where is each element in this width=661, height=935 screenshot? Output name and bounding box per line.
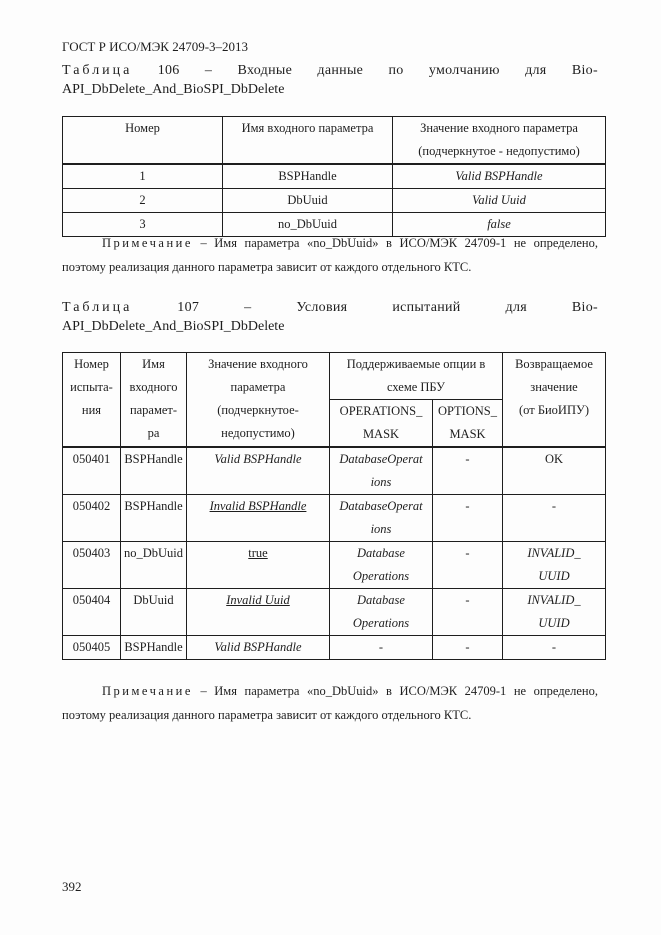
cell-line: Operations xyxy=(352,616,410,630)
header-cell-return xyxy=(503,353,606,448)
header-line: схеме ПБУ xyxy=(386,380,446,394)
note-label: Примечание xyxy=(102,236,193,250)
cell-ops: - xyxy=(330,636,433,660)
cell-ret xyxy=(503,542,606,589)
header-line: параметра xyxy=(230,380,286,394)
cell-ops xyxy=(330,447,433,495)
note-label: Примечание xyxy=(102,684,193,698)
cell-line: UUID xyxy=(538,616,570,630)
header-cell: Номер xyxy=(63,117,223,165)
header-line: ния xyxy=(81,403,102,417)
table-107 xyxy=(62,352,606,660)
table-row xyxy=(63,447,606,495)
cell-line: Database xyxy=(357,593,405,607)
cell-num: 1 xyxy=(63,164,223,189)
caption-word: Входные xyxy=(237,63,293,78)
cell-name: BSPHandle xyxy=(121,636,187,660)
header-line: OPERATIONS_ xyxy=(339,404,423,418)
cell-ops xyxy=(330,589,433,636)
header-cell-ops-mask xyxy=(330,400,433,448)
table-header-row xyxy=(63,117,606,165)
cell-value: false xyxy=(393,213,606,237)
cell-name: BSPHandle xyxy=(223,164,393,189)
cell-num: 050401 xyxy=(63,447,121,495)
cell-opt: - xyxy=(433,542,503,589)
cell-value-text: true xyxy=(248,546,268,560)
header-line: значение xyxy=(530,380,578,394)
header-line: Значение входного xyxy=(208,357,308,371)
table-106 xyxy=(62,116,606,237)
caption-word: Таблица xyxy=(62,300,133,315)
cell-opt: - xyxy=(433,589,503,636)
cell-num: 050405 xyxy=(63,636,121,660)
header-line: Имя xyxy=(142,357,165,371)
caption-number: 106 xyxy=(157,63,180,78)
table-row xyxy=(63,495,606,542)
header-line: Значение входного параметра xyxy=(420,121,578,135)
note-2 xyxy=(62,679,598,727)
cell-ops xyxy=(330,495,433,542)
cell-opt: - xyxy=(433,636,503,660)
caption-word: испытаний xyxy=(392,300,461,315)
cell-name: DbUuid xyxy=(121,589,187,636)
cell-line: Operations xyxy=(352,569,410,583)
caption-dash: – xyxy=(204,63,213,78)
cell-value: Valid BSPHandle xyxy=(187,447,330,495)
cell-num: 050404 xyxy=(63,589,121,636)
cell-num: 050403 xyxy=(63,542,121,589)
header-line: MASK xyxy=(449,427,486,441)
cell-value: Valid Uuid xyxy=(393,189,606,213)
page-number: 392 xyxy=(62,879,82,894)
cell-name: no_DbUuid xyxy=(121,542,187,589)
cell-num: 050402 xyxy=(63,495,121,542)
header-line: MASK xyxy=(362,427,400,441)
header-cell-options xyxy=(330,353,503,400)
table-row xyxy=(63,189,606,213)
header-cell xyxy=(393,117,606,165)
note-text: – Имя параметра «no_DbUuid» в ИСО/МЭК 24709-1 не определено, поэтому реализация данного параметра зависит от каждого отдельного КТС. xyxy=(62,236,598,274)
caption-word: Условия xyxy=(296,300,348,315)
cell-ret: OK xyxy=(503,447,606,495)
note-text: – Имя параметра «no_DbUuid» в ИСО/МЭК 24709-1 не определено, поэтому реализация данного параметра зависит от каждого отдельного КТС. xyxy=(62,684,598,722)
cell-name: BSPHandle xyxy=(121,447,187,495)
cell-line: DatabaseOperat xyxy=(339,452,423,466)
cell-ret: - xyxy=(503,495,606,542)
caption-number: 107 xyxy=(177,300,200,315)
table-header-row xyxy=(63,353,606,400)
cell-name: DbUuid xyxy=(223,189,393,213)
caption-word: данные xyxy=(317,63,364,78)
header-cell-num xyxy=(63,353,121,448)
cell-line: INVALID_ xyxy=(527,593,581,607)
cell-opt: - xyxy=(433,495,503,542)
cell-value: Valid BSPHandle xyxy=(393,164,606,189)
table-row xyxy=(63,542,606,589)
cell-line: ions xyxy=(370,475,392,489)
header-cell-name xyxy=(121,353,187,448)
caption-word: умолчанию xyxy=(428,63,500,78)
caption-dash: – xyxy=(244,300,252,315)
cell-ret: - xyxy=(503,636,606,660)
table-row xyxy=(63,636,606,660)
header-line: ра xyxy=(147,426,160,440)
cell-value xyxy=(187,589,330,636)
caption-word: Bio- xyxy=(571,300,598,315)
document-header: ГОСТ Р ИСО/МЭК 24709-3–2013 xyxy=(62,39,249,54)
cell-value-text: Invalid BSPHandle xyxy=(209,499,307,513)
cell-value xyxy=(187,542,330,589)
header-line: испыта- xyxy=(70,380,113,394)
note-1 xyxy=(62,231,598,279)
header-cell: Имя входного параметра xyxy=(223,117,393,165)
header-line: (подчеркнутое - недопустимо) xyxy=(418,144,580,158)
cell-opt: - xyxy=(433,447,503,495)
header-line: (от БиоИПУ) xyxy=(518,403,590,417)
header-line: недопустимо) xyxy=(221,426,295,440)
cell-value-text: Invalid Uuid xyxy=(226,593,290,607)
header-cell-opt-mask xyxy=(433,400,503,448)
header-line: Возвращаемое xyxy=(515,357,593,371)
cell-num: 2 xyxy=(63,189,223,213)
cell-value xyxy=(187,495,330,542)
cell-line: ions xyxy=(370,522,392,536)
table-107-caption xyxy=(62,300,598,335)
header-line: Номер xyxy=(74,357,109,371)
caption-word: Bio- xyxy=(571,63,598,78)
header-line: Поддерживаемые опции в xyxy=(346,357,486,371)
table-row xyxy=(63,164,606,189)
cell-line: UUID xyxy=(538,569,570,583)
caption-word: по xyxy=(388,63,404,78)
cell-ret xyxy=(503,589,606,636)
cell-line: DatabaseOperat xyxy=(339,499,423,513)
caption-word: Таблица xyxy=(62,63,133,78)
table-106-caption xyxy=(62,63,598,98)
header-line: входного xyxy=(129,380,178,394)
header-line: парамет- xyxy=(129,403,178,417)
cell-line: INVALID_ xyxy=(527,546,581,560)
cell-name: no_DbUuid xyxy=(223,213,393,237)
caption-word: для xyxy=(505,300,527,315)
cell-num: 3 xyxy=(63,213,223,237)
cell-name: BSPHandle xyxy=(121,495,187,542)
caption-line2: API_DbDelete_And_BioSPI_DbDelete xyxy=(62,319,285,334)
header-line: OPTIONS_ xyxy=(437,404,498,418)
caption-word: для xyxy=(525,63,547,78)
cell-ops xyxy=(330,542,433,589)
caption-line2: API_DbDelete_And_BioSPI_DbDelete xyxy=(62,82,285,97)
table-row xyxy=(63,589,606,636)
header-line: (подчеркнутое- xyxy=(217,403,299,417)
cell-value: Valid BSPHandle xyxy=(187,636,330,660)
cell-line: Database xyxy=(357,546,405,560)
header-cell-value xyxy=(187,353,330,448)
